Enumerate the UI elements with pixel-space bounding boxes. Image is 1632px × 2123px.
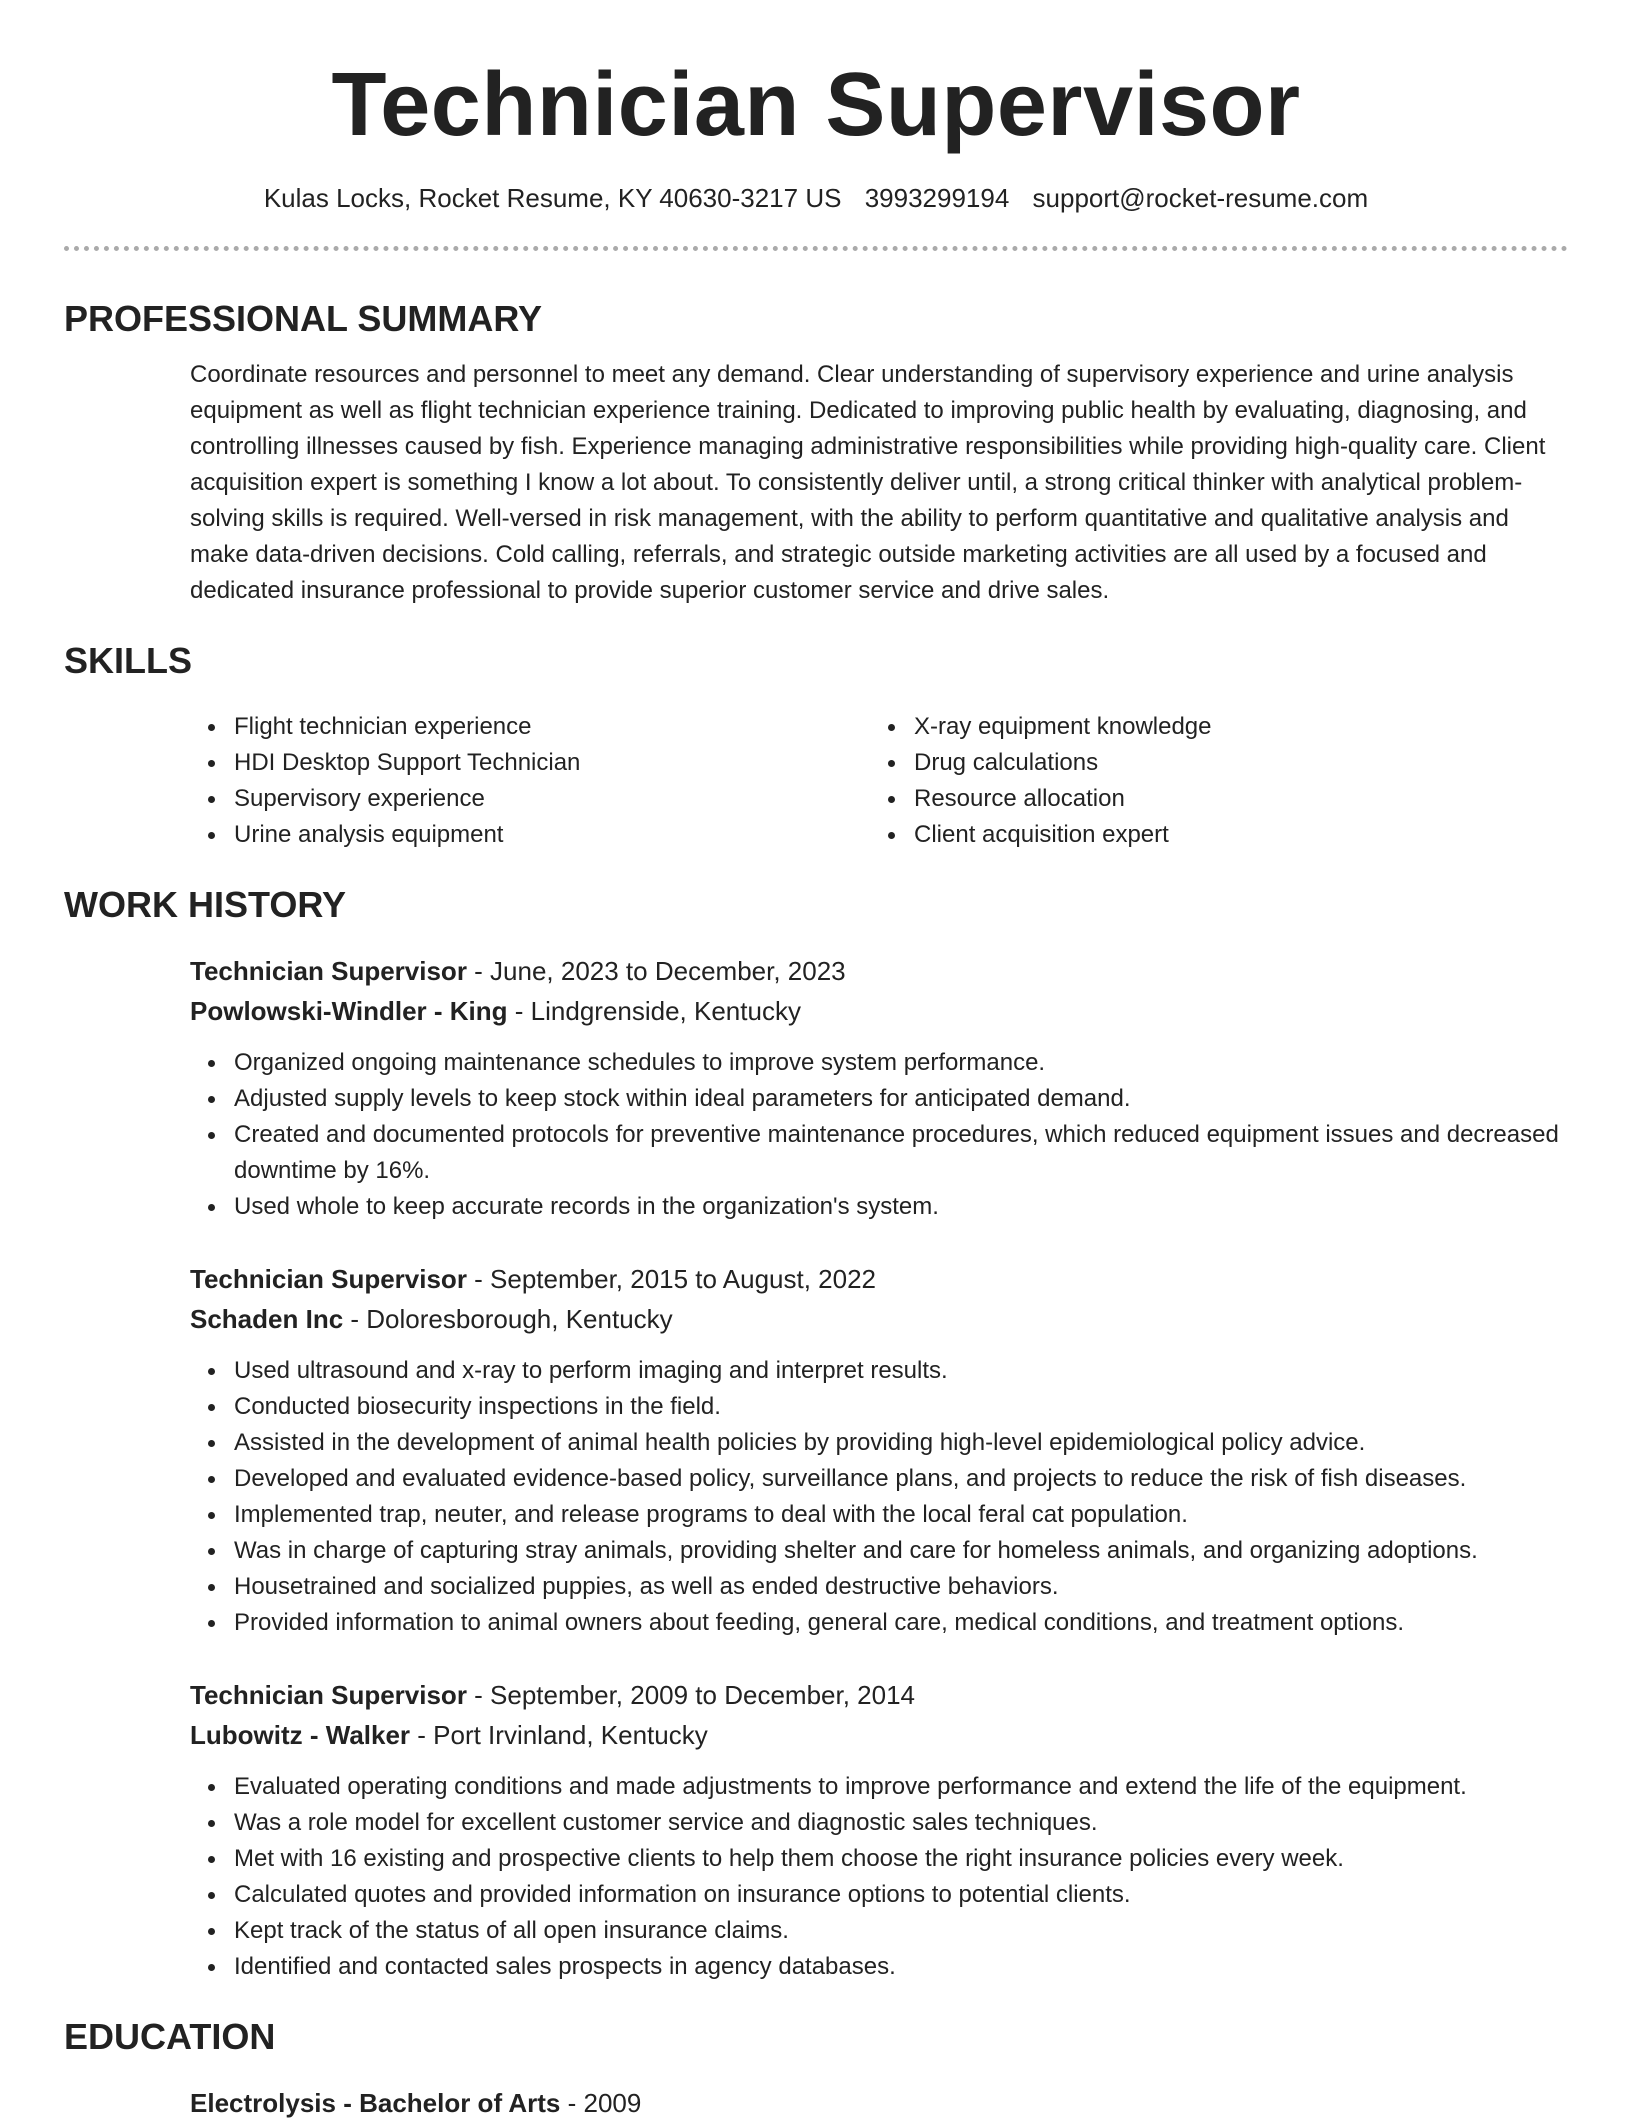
job-bullet: Used ultrasound and x-ray to perform imaging and interpret results. <box>190 1353 1568 1389</box>
summary-heading: PROFESSIONAL SUMMARY <box>64 298 543 339</box>
job-company: Schaden Inc <box>190 1304 344 1334</box>
work-section <box>64 883 1568 1985</box>
skill-item: Urine analysis equipment <box>190 817 870 853</box>
job-bullet: Created and documented protocols for preventive maintenance procedures, which reduced equipment issues and decreased downtime by 16%. <box>190 1117 1568 1189</box>
job-location: - Port Irvinland, Kentucky <box>410 1720 708 1750</box>
education-heading: EDUCATION <box>64 2016 276 2057</box>
job-bullet: Conducted biosecurity inspections in the field. <box>190 1389 1568 1425</box>
job-company-line <box>190 1715 1568 1755</box>
job-bullet: Evaluated operating conditions and made adjustments to improve performance and extend the life of the equipment. <box>190 1769 1568 1805</box>
job-bullet: Used whole to keep accurate records in the organization's system. <box>190 1189 1568 1225</box>
job-title-line <box>190 1259 1568 1299</box>
job-location: - Doloresborough, Kentucky <box>343 1304 673 1334</box>
work-heading: WORK HISTORY <box>64 884 347 925</box>
job-entry <box>190 951 1568 1225</box>
skills-list <box>190 709 1568 853</box>
skill-item: HDI Desktop Support Technician <box>190 745 870 781</box>
job-bullet: Housetrained and socialized puppies, as well as ended destructive behaviors. <box>190 1569 1568 1605</box>
job-dates: - June, 2023 to December, 2023 <box>466 956 846 986</box>
job-company-line <box>190 1299 1568 1339</box>
contact-line <box>64 178 1568 218</box>
job-bullets <box>190 1045 1568 1225</box>
job-title: Technician Supervisor <box>190 1264 467 1294</box>
job-bullets <box>190 1353 1568 1641</box>
job-bullet: Adjusted supply levels to keep stock within ideal parameters for anticipated demand. <box>190 1081 1568 1117</box>
job-bullet: Met with 16 existing and prospective clients to help them choose the right insurance policies every week. <box>190 1841 1568 1877</box>
contact-address: Kulas Locks, Rocket Resume, KY 40630-3217 US <box>263 183 842 213</box>
job-bullet: Calculated quotes and provided information on insurance options to potential clients. <box>190 1877 1568 1913</box>
skill-item: Resource allocation <box>870 781 1550 817</box>
skill-item: Drug calculations <box>870 745 1550 781</box>
job-title-line <box>190 1675 1568 1715</box>
job-bullet: Was a role model for excellent customer service and diagnostic sales techniques. <box>190 1805 1568 1841</box>
job-entry <box>190 1675 1568 1985</box>
header-divider <box>64 246 1568 251</box>
job-bullet: Provided information to animal owners about feeding, general care, medical conditions, and treatment options. <box>190 1605 1568 1641</box>
summary-section <box>64 297 1568 609</box>
skill-item: X-ray equipment knowledge <box>870 709 1550 745</box>
job-company: Powlowski-Windler - King <box>190 996 508 1026</box>
job-title: Technician Supervisor <box>190 1680 467 1710</box>
skills-heading: SKILLS <box>64 640 193 681</box>
job-bullet: Organized ongoing maintenance schedules to improve system performance. <box>190 1045 1568 1081</box>
job-bullet: Implemented trap, neuter, and release programs to deal with the local feral cat population. <box>190 1497 1568 1533</box>
job-bullet: Identified and contacted sales prospects in agency databases. <box>190 1949 1568 1985</box>
summary-text: Coordinate resources and personnel to meet any demand. Clear understanding of supervisory experience and urine analysis equipment as well as flight technician experience training. Dedicated to improving public health by evaluating, diagnosing, and controlling illnesses caused by fish. Experience managing administrative responsibilities while providing high-quality care. Client acquisition expert is something I know a lot about. To consistently deliver until, a strong critical thinker with analytical problem-solving skills is required. Well-versed in risk management, with the ability to perform quantitative and qualitative analysis and make data-driven decisions. Cold calling, referrals, and strategic outside marketing activities are all used by a focused and dedicated insurance professional to provide superior customer service and drive sales. <box>190 361 1546 604</box>
job-entry <box>190 1259 1568 1641</box>
skill-item: Flight technician experience <box>190 709 870 745</box>
skill-item: Client acquisition expert <box>870 817 1550 853</box>
job-title: Technician Supervisor <box>190 956 467 986</box>
candidate-name: Technician Supervisor <box>331 55 1301 155</box>
job-dates: - September, 2009 to December, 2014 <box>466 1680 915 1710</box>
job-dates: - September, 2015 to August, 2022 <box>466 1264 877 1294</box>
education-degree: Electrolysis - Bachelor of Arts <box>190 2088 561 2118</box>
education-section <box>64 2015 1568 2123</box>
skills-section <box>64 639 1568 853</box>
education-entry <box>190 2083 1568 2123</box>
education-year: - 2009 <box>560 2088 642 2118</box>
job-bullet: Kept track of the status of all open insurance claims. <box>190 1913 1568 1949</box>
job-bullet: Assisted in the development of animal health policies by providing high-level epidemiological policy advice. <box>190 1425 1568 1461</box>
job-company-line <box>190 991 1568 1031</box>
contact-email: support@rocket-resume.com <box>1032 183 1369 213</box>
job-bullets <box>190 1769 1568 1985</box>
job-bullet: Developed and evaluated evidence-based policy, surveillance plans, and projects to reduce the risk of fish diseases. <box>190 1461 1568 1497</box>
job-bullet: Was in charge of capturing stray animals, providing shelter and care for homeless animals, and organizing adoptions. <box>190 1533 1568 1569</box>
skill-item: Supervisory experience <box>190 781 870 817</box>
job-company: Lubowitz - Walker <box>190 1720 411 1750</box>
job-title-line <box>190 951 1568 991</box>
job-location: - Lindgrenside, Kentucky <box>507 996 801 1026</box>
contact-phone: 3993299194 <box>864 183 1010 213</box>
